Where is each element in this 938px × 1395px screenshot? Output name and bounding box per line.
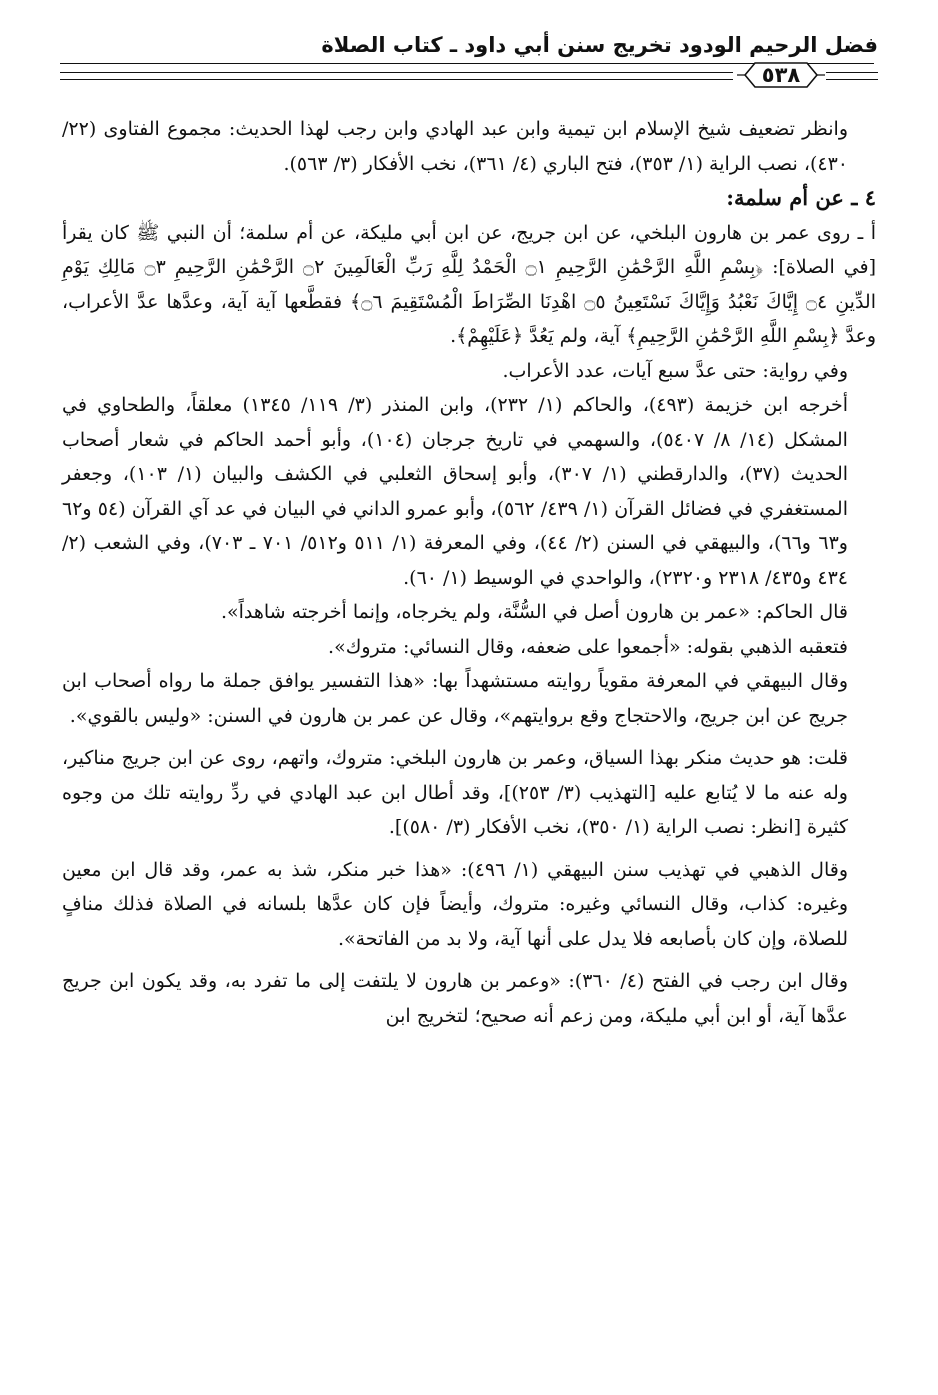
paragraph-bayhaqi: وقال البيهقي في المعرفة مقوياً روايته مستشهداً بها: «هذا التفسير يوافق جملة ما رواه أصحاب ابن جريج عن ابن جريج، والاحتجاج وقع بروايتهم»، وقال عن عمر بن هارون في السنن: «وليس بالقوي». — [62, 670, 848, 727]
paragraph-hakim: قال الحاكم: «عمر بن هارون أصل في السُّنَّة، ولم يخرجاه، وإنما أخرجته شاهداً». — [220, 601, 848, 623]
paragraph-takhrij: أخرجه ابن خزيمة (٤٩٣)، والحاكم (١/ ٢٣٢)، وابن المنذر (٣/ ١١٩/ ١٣٤٥) معلقاً، والطحاوي في المشكل (١٤/ ٨/ ٥٤٠٧)، والسهمي في تاريخ جرجان (١٠٤)، وأبو أحمد الحاكم في شعار أصحاب الحديث (٣٧)، والدارقطني (١/ ٣٠٧)، وأبو إسحاق الثعلبي في الكشف والبيان (١/ ١٠٣)، وجعفر المستغفري في فضائل القرآن (١/ ٤٣٩/ ٥٦٢)، وأبو عمرو الداني في البيان في عد آي القرآن (٥٤ و٦٢ و٦٣ و٦٦)، والبيهقي في السنن (٢/ ٤٤)، وفي المعرفة (١/ ٥١١ و٥١٢/ ٧٠١ ـ ٧٠٣)، وفي الشعب (٢/ ٤٣٤ و٤٣٥/ ٢٣١٨ و٢٣٢٠)، والواحدي في الوسيط (١/ ٦٠). — [62, 394, 849, 589]
section-heading-umm-salama: ٤ ـ عن أم سلمة: — [726, 185, 876, 210]
header-double-rule-right — [826, 72, 878, 80]
main-text — [62, 112, 876, 1033]
paragraph-dhahabi-critique: فتعقبه الذهبي بقوله: «أجمعوا على ضعفه، وقال النسائي: متروك». — [328, 635, 848, 658]
paragraph-other-narration: وفي رواية: حتى عدَّ سبع آيات، عدد الأعراب. — [502, 359, 848, 382]
running-header-title: فضل الرحيم الودود تخريج سنن أبي داود ـ كتاب الصلاة — [321, 33, 878, 57]
page-number-ornament — [735, 60, 827, 90]
page-number: ٥٣٨ — [761, 63, 801, 87]
paragraph-dhahabi-tahdhib: وقال الذهبي في تهذيب سنن البيهقي (١/ ٤٩٦): «هذا خبر منكر، شذ به عمر، وقد قال ابن معين وغيره: كذاب، وقال النسائي وغيره: متروك، وأيضاً فإن كان عدَّها بلسانه في الصلاة فذلك منافٍ للصلاة، وإن كان بأصابعه فلا يدل على أنها آية، ولا بد من الفاتحة». — [62, 858, 848, 950]
paragraph-author-verdict: قلت: هو حديث منكر بهذا السياق، وعمر بن هارون البلخي: متروك، واتهم، روى عن ابن جريج مناكير، وله عنه ما لا يُتابع عليه [التهذيب (٣/ ٢٥٣)]، وقد أطال ابن عبد الهادي في ردِّ روايته تلك من وجوه كثيرة [انظر: نصب الراية (١/ ٣٥٠)، نخب الأفكار (٣/ ٥٨٠)]. — [62, 747, 848, 838]
header-double-rule-left — [60, 72, 733, 80]
paragraph-see-also: وانظر تضعيف شيخ الإسلام ابن تيمية وابن عبد الهادي وابن رجب لهذا الحديث: مجموع الفتاوى (٢٢/ ٤٣٠)، نصب الراية (١/ ٣٥٣)، فتح الباري (٤/ ٣٦١)، نخب الأفكار (٣/ ٥٦٣). — [62, 118, 848, 175]
paragraph-narration: أ ـ روى عمر بن هارون البلخي، عن ابن جريج، عن ابن أبي مليكة، عن أم سلمة؛ أن النبي ﷺ كان يقرأ [في الصلاة]: ﴿بِسْمِ اللَّهِ الرَّحْمَٰنِ الرَّحِيمِ ۝١ الْحَمْدُ لِلَّهِ رَبِّ الْعَالَمِينَ ۝٢ الرَّحْمَٰنِ الرَّحِيمِ ۝٣ مَالِكِ يَوْمِ الدِّينِ ۝٤ إِيَّاكَ نَعْبُدُ وَإِيَّاكَ نَسْتَعِينُ ۝٥ اهْدِنَا الصِّرَاطَ الْمُسْتَقِيمَ ۝٦﴾ فقطَّعها آية آية، وعدَّها عدَّ الأعراب، وعدَّ ﴿بِسْمِ اللَّهِ الرَّحْمَٰنِ الرَّحِيمِ﴾ آية، ولم يَعُدَّ ﴿عَلَيْهِمْ﴾. — [62, 221, 876, 347]
paragraph-ibn-rajab: وقال ابن رجب في الفتح (٤/ ٣٦٠): «وعمر بن هارون لا يلتفت إلى ما تفرد به، وقد يكون ابن جريج عدَّها آية، أو ابن أبي مليكة، ومن زعم أنه صحيح؛ لتخريج ابن — [62, 970, 848, 1027]
